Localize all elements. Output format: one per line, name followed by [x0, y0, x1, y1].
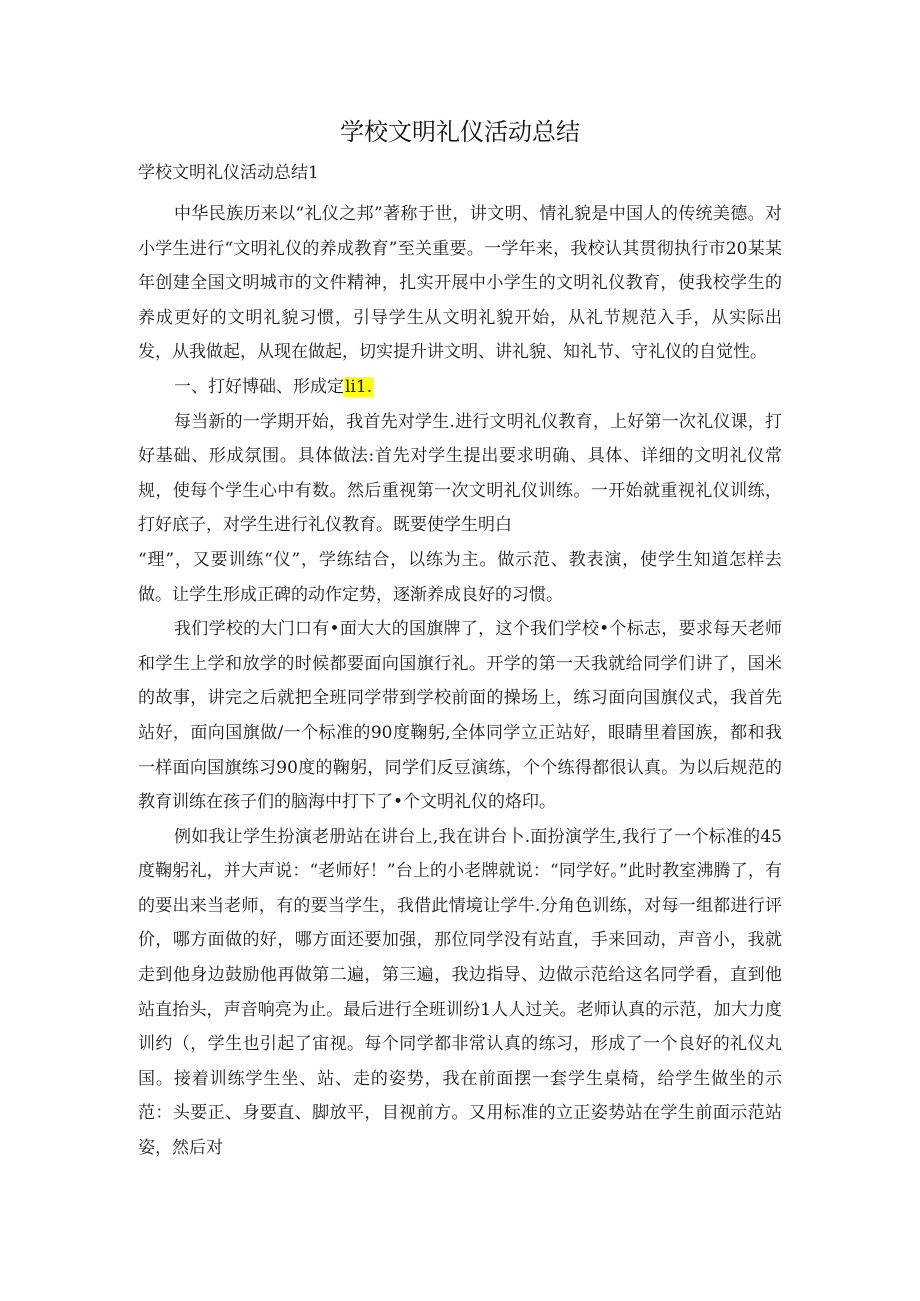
paragraph-method: 每当新的一学期开始，我首先对学生.进行文明礼仪教育，上好第一次礼仪课，打好基础、形成氛围。具体做法:首先对学生提出要求明确、具体、详细的文明礼仪常规，使每个学生心中有数。然后重视第一次文明礼仪训练。一开始就重视礼仪训练，打好底子，对学生进行礼仪教育。既要使学生明白 [138, 411, 782, 536]
document-title: 学校文明礼仪活动总结 [340, 118, 580, 146]
highlighted-text: li1. [345, 376, 373, 397]
document-subtitle: 学校文明礼仪活动总结1 [138, 163, 319, 183]
paragraph-flag: 我们学校的大门口有•面大大的国旗牌了，这个我们学校•个标志，要求每天老师和学生上学和放学的时候都要面向国旗行礼。开学的第一天我就给同学们讲了，国米的故事，讲完之后就把全班同学带到学校前面的操场上，练习面向国旗仪式，我首先站好，面向国旗做/一个标准的90度鞠躬,全体同学立正站好，眼睛里着国族，都和我一样面向国旗练习90度的鞠躬，同学们反豆演练，个个练得都很认真。为以后规范的教育训练在孩子们的脑海中打下了•个文明礼仪的烙印。 [138, 619, 782, 813]
section-heading [138, 370, 782, 405]
document-body [138, 197, 782, 1166]
section-heading-text: 一、打好博础、形成定 [174, 376, 344, 397]
paragraph-intro: 中华民族历来以“礼仪之邦”著称于世，讲文明、情礼貌是中国人的传统美德。对小学生进行“文明礼仪的养成教育”至关重要。一学年来，我校认其贯彻执行市20某某年创建全国文明城市的文件精神，扎实开展中小学生的文明礼仪教育，使我校学生的养成更好的文明礼貌习惯，引导学生从文明礼貌开始，从礼节规范入手，从实际出发，从我做起，从现在做起，切实提升讲文明、讲礼貌、知礼节、守礼仪的自觉性。 [138, 204, 782, 363]
paragraph-example: 例如我让学生扮演老册站在讲台上,我在讲台卜.面扮演学生,我行了一个标准的45度鞠躬礼，并大声说：“老师好！”台上的小老牌就说：“同学好。”此时教室沸腾了，有的要出来当老师，有的要当学生，我借此情境让学牛.分角色训练，对每一组都进行评价，哪方面做的好，哪方面还要加强，那位同学没有站直，手来回动，声音小，我就走到他身边鼓励他再做第二遍，第三遍，我边指导、边做示范给这名同学看，直到他站直抬头，声音响亮为止。最后进行全班训纷1人人过关。老师认真的示范，加大力度训约（，学生也引起了宙视。每个同学都非常认真的练习，形成了一个良好的礼仪丸国。接着训练学生坐、站、走的姿势，我在前面摆一套学生桌椅，给学生做坐的示范：头要正、身要直、脚放平，目视前方。又用标准的立正姿势站在学生前面示范站姿，然后对 [138, 826, 782, 1159]
paragraph-continuation: “理”，又要训练“仪”，学练结合，以练为主。做示范、教表演，使学生知道怎样去做。让学生形成正碑的动作定势，逐渐养成良好的习惯。 [138, 549, 782, 605]
